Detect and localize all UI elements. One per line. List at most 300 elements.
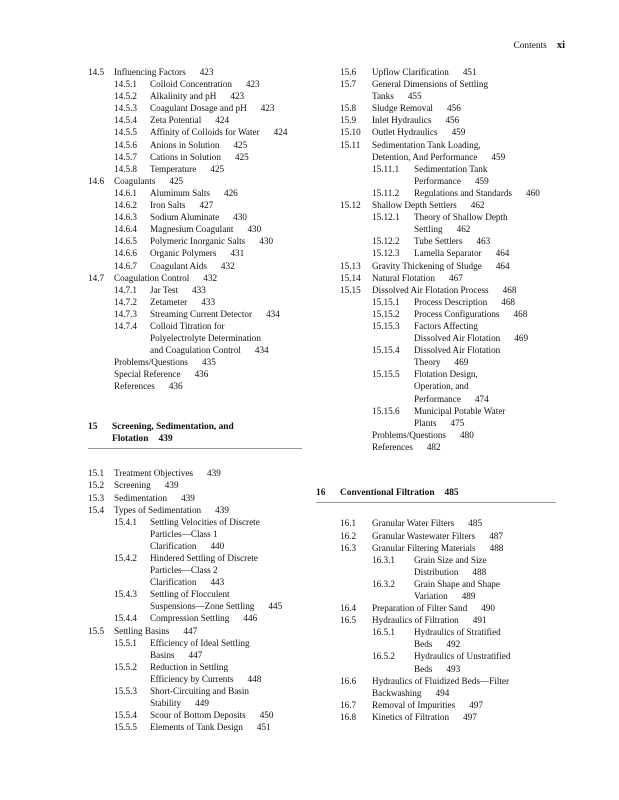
toc-entry-title-text: Backwashing xyxy=(372,687,422,698)
toc-entry-number: 15.12 xyxy=(340,200,361,211)
toc-entry[interactable] xyxy=(88,709,303,721)
toc-entry-page: 459 xyxy=(491,151,506,162)
toc-entry-page: 463 xyxy=(476,236,491,247)
toc-entry[interactable] xyxy=(88,516,303,552)
toc-entry-title-line xyxy=(340,590,555,602)
toc-entry-number: 14.6.6 xyxy=(114,248,137,259)
toc-entry-number: 15.1 xyxy=(88,468,105,479)
toc-entry-title-text: Jar Test xyxy=(150,284,179,295)
toc-entry-page: 474 xyxy=(474,393,489,404)
chapter-number: 15 xyxy=(88,421,98,432)
toc-entry-title-text: Affinity of Colloids for Water xyxy=(150,127,260,138)
toc-entry[interactable] xyxy=(88,721,303,733)
toc-entry-number: 14.5.4 xyxy=(114,115,137,126)
toc-entry[interactable] xyxy=(340,530,555,542)
toc-entry-page: 425 xyxy=(234,151,249,162)
toc-entry[interactable] xyxy=(340,163,555,187)
toc-entry-title-text: Scour of Bottom Deposits xyxy=(150,710,246,721)
toc-entry-page: 433 xyxy=(192,284,206,295)
toc-entry-title-text: Granular Water Filters xyxy=(372,518,455,529)
toc-entry-page: 425 xyxy=(233,139,248,150)
chapter-title-text: Conventional Filtration xyxy=(340,488,435,498)
toc-entry-page: 430 xyxy=(247,224,262,235)
toc-entry[interactable] xyxy=(88,235,303,247)
toc-entry-title-line xyxy=(340,566,555,578)
toc-entry-number: 15.8 xyxy=(340,103,357,114)
toc-entry-number: 14.5.8 xyxy=(114,163,137,174)
toc-entry-page: 439 xyxy=(181,492,195,503)
toc-entry-page: 440 xyxy=(210,540,225,551)
toc-entry-title-text: Elements of Tank Design xyxy=(150,722,243,733)
toc-entry[interactable] xyxy=(88,66,303,78)
toc-entry-number: 15.14 xyxy=(340,272,361,283)
toc-entry-title-text: Tube Settlers xyxy=(414,236,463,247)
toc-entry-number: 15.5.2 xyxy=(114,661,137,672)
toc-entry-number: 15.9 xyxy=(340,115,357,126)
toc-entry[interactable] xyxy=(88,492,303,504)
toc-entry-page: 485 xyxy=(468,518,483,529)
toc-entry-page: 459 xyxy=(474,175,489,186)
toc-entry-page: 425 xyxy=(169,175,184,186)
toc-entry-title-text: Shallow Depth Settlers xyxy=(372,200,457,211)
toc-entry[interactable] xyxy=(340,260,555,272)
toc-entry[interactable] xyxy=(88,223,303,235)
toc-entry[interactable] xyxy=(340,126,555,138)
toc-entry-number: 16.7 xyxy=(340,699,357,710)
toc-entry-number: 14.5.2 xyxy=(114,91,137,102)
toc-entry[interactable] xyxy=(340,675,555,699)
toc-entry[interactable] xyxy=(340,66,555,78)
toc-entry[interactable] xyxy=(88,320,303,356)
toc-entry[interactable] xyxy=(340,235,555,247)
toc-entry-title-text: Settling xyxy=(414,224,443,235)
toc-entry-page: 494 xyxy=(435,687,450,698)
toc-entry-title-line xyxy=(340,675,555,687)
toc-entry-title-text: Cations in Solution xyxy=(150,151,221,162)
toc-entry-title-line xyxy=(340,356,555,368)
toc-entry-title-line xyxy=(340,126,555,138)
toc-entry-title-text: Hydraulics of Stratified xyxy=(414,627,501,638)
toc-entry[interactable] xyxy=(340,320,555,344)
toc-entry-page: 488 xyxy=(472,566,487,577)
toc-entry[interactable] xyxy=(88,260,303,272)
toc-entry-title-line xyxy=(340,517,555,529)
toc-entry-number: 14.6.4 xyxy=(114,224,137,235)
toc-entry-title-text: Flotation Design, xyxy=(414,369,478,380)
toc-entry-title-text: Removal of Impurities xyxy=(372,699,456,710)
toc-entry-page: 468 xyxy=(513,308,528,319)
toc-entry-page: 423 xyxy=(199,67,214,77)
toc-entry[interactable] xyxy=(88,368,303,380)
toc-entry[interactable] xyxy=(88,151,303,163)
toc-entry-title-line xyxy=(340,114,555,126)
toc-entry-title-text: Stability xyxy=(150,698,182,709)
toc-entry[interactable] xyxy=(340,614,555,626)
toc-entry[interactable] xyxy=(340,626,555,650)
toc-list-chapter-16 xyxy=(340,517,555,723)
toc-entry-title-line xyxy=(340,223,555,235)
toc-entry-title-text: Kinetics of Filtration xyxy=(372,711,450,722)
toc-entry-page: 443 xyxy=(210,577,225,588)
toc-entry-page: 431 xyxy=(230,248,245,259)
toc-entry[interactable] xyxy=(88,588,303,612)
toc-entry-page: 468 xyxy=(502,284,517,295)
toc-entry-page: 447 xyxy=(188,649,203,660)
toc-entry-title-text: Granular Filtering Materials xyxy=(372,542,476,553)
toc-entry-title-line xyxy=(340,542,555,554)
toc-entry[interactable] xyxy=(88,114,303,126)
toc-entry-title-text: Inlet Hydraulics xyxy=(372,115,432,126)
toc-entry-page: 460 xyxy=(526,187,540,198)
toc-entry-page: 426 xyxy=(223,187,238,198)
toc-entry[interactable] xyxy=(340,139,555,163)
toc-entry-title-line xyxy=(340,199,555,211)
header-page-number: xi xyxy=(556,40,565,51)
toc-entry-number: 15.3 xyxy=(88,492,105,503)
toc-entry-number: 16.2 xyxy=(340,530,357,541)
toc-entry-title-text: Reduction in Settling xyxy=(150,661,229,672)
toc-entry-title-text: Screening xyxy=(114,480,151,491)
toc-entry[interactable] xyxy=(88,467,303,479)
toc-entry-title-line xyxy=(88,564,303,576)
chapter-heading-15[interactable] xyxy=(88,421,303,446)
toc-entry-number: 16.5.2 xyxy=(372,651,395,662)
toc-entry-page: 430 xyxy=(233,212,247,223)
toc-entry-title-text: and Coagulation Control xyxy=(150,345,241,356)
toc-entry[interactable] xyxy=(88,296,303,308)
toc-entry-page: 456 xyxy=(445,115,460,126)
toc-entry[interactable] xyxy=(340,308,555,320)
toc-entry-page: 423 xyxy=(245,79,260,90)
toc-entry[interactable] xyxy=(88,612,303,624)
toc-entry-title-text: Special Reference xyxy=(114,369,181,380)
toc-entry-title-text: Polymeric Inorganic Salts xyxy=(150,236,246,247)
toc-entry-title-text: Theory of Shallow Depth xyxy=(414,212,508,223)
toc-entry-number: 15.5.1 xyxy=(114,637,137,648)
toc-entry-title-line xyxy=(88,540,303,552)
chapter-title-line: Screening, Sedimentation, and xyxy=(112,421,234,432)
toc-entry-title-text: Streaming Current Detector xyxy=(150,308,253,319)
toc-entry[interactable] xyxy=(340,296,555,308)
toc-entry[interactable] xyxy=(88,126,303,138)
toc-entry[interactable] xyxy=(88,308,303,320)
toc-entry[interactable] xyxy=(88,187,303,199)
toc-entry[interactable] xyxy=(340,405,555,429)
toc-entry[interactable] xyxy=(88,163,303,175)
toc-entry-page: 425 xyxy=(210,163,225,174)
toc-entry-title-line xyxy=(88,649,303,661)
toc-entry-page: 434 xyxy=(266,308,280,319)
toc-entry-title-text: Upflow Clarification xyxy=(372,67,449,77)
toc-entry-number: 15.15.3 xyxy=(372,320,400,331)
toc-entry-title-line xyxy=(340,66,555,78)
toc-entry-page: 423 xyxy=(260,103,275,114)
toc-entry-number: 15.7 xyxy=(340,79,357,90)
toc-entry-page: 447 xyxy=(183,625,198,636)
toc-entry-number: 15.12.3 xyxy=(372,248,400,259)
toc-entry[interactable] xyxy=(88,90,303,102)
toc-entry[interactable] xyxy=(88,102,303,114)
toc-entry[interactable] xyxy=(88,175,303,187)
toc-entry-title-text: Colloid Titration for xyxy=(150,320,225,331)
toc-entry-title-line xyxy=(340,429,555,441)
toc-entry-title-text: Settling of Flocculent xyxy=(150,589,230,600)
toc-entry-title-text: Beds xyxy=(414,663,433,674)
toc-entry-title-text: Particles—Class 2 xyxy=(150,565,218,576)
toc-entry[interactable] xyxy=(88,199,303,211)
toc-entry-title-line xyxy=(340,332,555,344)
toc-entry-title-text: Colloid Concentration xyxy=(150,79,232,90)
toc-entry[interactable] xyxy=(340,542,555,554)
toc-entry-page: 439 xyxy=(215,504,229,515)
toc-entry-title-line xyxy=(88,467,303,479)
toc-entry-number: 14.6.7 xyxy=(114,260,137,271)
toc-entry-title-text: Sedimentation Tank Loading, xyxy=(372,139,481,150)
toc-entry-number: 15.12.2 xyxy=(372,236,400,247)
toc-entry[interactable] xyxy=(340,711,555,723)
toc-entry[interactable] xyxy=(88,78,303,90)
toc-entry[interactable] xyxy=(88,504,303,516)
toc-entry-number: 15.5 xyxy=(88,625,105,636)
toc-entry-title-line xyxy=(88,492,303,504)
toc-entry-title-text: Settling Velocities of Discrete xyxy=(150,516,260,527)
toc-entry-number: 15.11.2 xyxy=(372,187,400,198)
toc-entry[interactable] xyxy=(340,78,555,102)
toc-entry-page: 462 xyxy=(456,224,471,235)
toc-entry[interactable] xyxy=(88,552,303,588)
toc-entry[interactable] xyxy=(340,114,555,126)
toc-entry-title-text: Iron Salts xyxy=(150,200,186,211)
toc-entry[interactable] xyxy=(88,211,303,223)
toc-entry-page: 436 xyxy=(168,381,183,392)
toc-entry-page: 424 xyxy=(215,115,230,126)
toc-entry-page: 423 xyxy=(230,91,245,102)
toc-entry-title-line xyxy=(88,344,303,356)
toc-entry-title-text: Factors Affecting xyxy=(414,320,478,331)
toc-entry-page: 439 xyxy=(164,480,179,491)
toc-entry-title-line xyxy=(340,602,555,614)
toc-entry[interactable] xyxy=(340,650,555,674)
toc-entry[interactable] xyxy=(88,637,303,661)
chapter-number: 16 xyxy=(316,488,326,498)
toc-entry-page: 482 xyxy=(426,441,441,452)
toc-entry[interactable] xyxy=(340,578,555,602)
toc-entry-number: 14.7.3 xyxy=(114,308,137,319)
toc-entry-title-text: Beds xyxy=(414,639,433,650)
toc-entry-title-text: Coagulants xyxy=(114,175,156,186)
toc-entry-number: 15.4.3 xyxy=(114,589,137,600)
toc-entry-title-text: General Dimensions of Settling xyxy=(372,79,489,90)
toc-entry[interactable] xyxy=(340,187,555,199)
toc-entry-title-line xyxy=(88,504,303,516)
toc-entry-title-text: Influencing Factors xyxy=(114,67,186,77)
toc-entry-page: 446 xyxy=(243,613,258,624)
toc-entry-title-line xyxy=(340,175,555,187)
toc-entry-number: 16.5 xyxy=(340,615,357,626)
toc-entry-page: 489 xyxy=(461,590,476,601)
toc-entry-number: 15.6 xyxy=(340,67,357,77)
toc-entry-title-line xyxy=(88,600,303,612)
toc-entry-number: 14.5.1 xyxy=(114,79,137,90)
toc-entry-title-line xyxy=(340,417,555,429)
toc-entry[interactable] xyxy=(340,429,555,441)
toc-entry[interactable] xyxy=(340,344,555,368)
toc-list-chapter-15 xyxy=(88,467,303,733)
toc-entry-number: 14.6 xyxy=(88,175,105,186)
toc-entry-page: 451 xyxy=(462,67,477,77)
toc-entry-title-line xyxy=(88,66,303,78)
toc-entry-title-line xyxy=(88,479,303,491)
toc-entry-title-text: Plants xyxy=(414,417,437,428)
toc-entry[interactable] xyxy=(88,479,303,491)
toc-entry-title-text: Organic Polymers xyxy=(150,248,217,259)
toc-entry-page: 456 xyxy=(447,103,461,114)
toc-entry-title-text: Sludge Removal xyxy=(372,103,433,114)
toc-entry[interactable] xyxy=(88,661,303,685)
toc-entry-title-text: Operation, and xyxy=(414,381,469,392)
toc-entry-number: 14.6.5 xyxy=(114,236,137,247)
toc-entry-title-text: Particles—Class 1 xyxy=(150,528,218,539)
toc-entry-title-line xyxy=(340,393,555,405)
toc-entry[interactable] xyxy=(340,368,555,404)
toc-entry-title-text: Treatment Objectives xyxy=(114,468,194,479)
toc-entry-title-line xyxy=(340,102,555,114)
toc-entry[interactable] xyxy=(88,356,303,368)
toc-entry-number: 16.1 xyxy=(340,518,357,529)
toc-entry-title-line xyxy=(88,272,303,284)
toc-entry-title-text: Short-Circuiting and Basin xyxy=(150,686,250,697)
toc-entry[interactable] xyxy=(88,625,303,637)
toc-entry-title-text: References xyxy=(372,441,413,452)
toc-entry-title-line xyxy=(340,380,555,392)
toc-entry-title-text: Zeta Potential xyxy=(150,115,202,126)
toc-entry[interactable] xyxy=(88,685,303,709)
toc-entry-page: 439 xyxy=(207,468,221,479)
toc-entry-number: 14.6.2 xyxy=(114,200,137,211)
toc-entry-title-text: Sedimentation xyxy=(114,492,168,503)
toc-entry-page: 468 xyxy=(501,296,516,307)
toc-entry-title-text: Problems/Questions xyxy=(114,357,189,368)
toc-entry-title-text: Efficiency of Ideal Settling xyxy=(150,637,250,648)
toc-entry-title-text: Sedimentation Tank xyxy=(414,163,488,174)
toc-entry[interactable] xyxy=(340,699,555,711)
toc-list-chapter-15-tail xyxy=(340,66,555,453)
toc-entry-page: 492 xyxy=(446,639,461,650)
toc-entry-page: 448 xyxy=(247,673,262,684)
toc-entry[interactable] xyxy=(340,284,555,296)
toc-entry[interactable] xyxy=(340,247,555,259)
toc-entry-title-text: Suspensions—Zone Settling xyxy=(150,601,255,612)
toc-entry-title-line xyxy=(340,711,555,723)
toc-entry[interactable] xyxy=(88,247,303,259)
toc-entry-title-text: Natural Flotation xyxy=(372,272,436,283)
toc-entry-page: 488 xyxy=(489,542,504,553)
toc-entry-title-text: Performance xyxy=(414,393,461,404)
toc-entry-number: 16.8 xyxy=(340,711,357,722)
chapter-title-line xyxy=(316,487,555,499)
toc-entry-number: 15.11.1 xyxy=(372,163,400,174)
toc-entry-number: 15.5.5 xyxy=(114,722,137,733)
toc-entry[interactable] xyxy=(340,554,555,578)
toc-entry-number: 15.2 xyxy=(88,480,105,491)
toc-entry-title-line xyxy=(340,687,555,699)
toc-entry-title-text: Tanks xyxy=(372,91,394,102)
toc-entry-page: 464 xyxy=(495,248,510,259)
toc-entry[interactable] xyxy=(88,284,303,296)
toc-entry-title-text: Coagulant Dosage and pH xyxy=(150,103,247,114)
toc-entry-title-line xyxy=(88,625,303,637)
toc-entry-page: 497 xyxy=(463,711,477,722)
toc-entry-page: 451 xyxy=(256,722,271,733)
toc-entry-title-text: Types of Sedimentation xyxy=(114,504,202,515)
toc-entry[interactable] xyxy=(88,139,303,151)
toc-entry-title-text: Gravity Thickening of Sludge xyxy=(372,260,482,271)
toc-entry-title-text: Clarification xyxy=(150,577,197,588)
toc-entry[interactable] xyxy=(88,380,303,392)
toc-entry-title-text: Outlet Hydraulics xyxy=(372,127,438,138)
toc-entry-page: 445 xyxy=(268,601,283,612)
toc-entry-number: 15.15.6 xyxy=(372,405,400,416)
toc-entry-title-line xyxy=(340,260,555,272)
toc-entry[interactable] xyxy=(340,199,555,211)
toc-entry[interactable] xyxy=(340,102,555,114)
toc-entry-title-text: Dissolved Air Flotation Process xyxy=(372,284,489,295)
toc-entry-number: 14.5 xyxy=(88,67,105,77)
toc-entry-title-text: Detention, And Performance xyxy=(372,151,478,162)
toc-entry-number: 15.15.2 xyxy=(372,308,400,319)
toc-entry-page: 430 xyxy=(259,236,274,247)
toc-entry[interactable] xyxy=(340,517,555,529)
toc-entry-title-text: Lamella Separator xyxy=(414,248,482,259)
toc-entry-title-text: Municipal Potable Water xyxy=(414,405,506,416)
running-header xyxy=(513,40,565,51)
toc-entry-title-text: Dissolved Air Flotation xyxy=(414,333,501,344)
toc-entry-page: 432 xyxy=(203,272,218,283)
toc-entry-title-line xyxy=(88,528,303,540)
toc-entry-title-line xyxy=(88,332,303,344)
toc-entry-number: 15.4.4 xyxy=(114,613,137,624)
toc-entry-number: 15.5.3 xyxy=(114,686,137,697)
toc-entry-title-line xyxy=(88,356,303,368)
toc-entry-page: 469 xyxy=(514,333,529,344)
toc-entry-number: 16.3.1 xyxy=(372,554,395,565)
toc-entry-number: 16.4 xyxy=(340,603,357,614)
toc-entry[interactable] xyxy=(88,272,303,284)
toc-entry-title-line xyxy=(88,576,303,588)
toc-entry-title-text: Polyelectrolyte Determination xyxy=(150,333,261,344)
toc-entry-title-line xyxy=(88,697,303,709)
toc-entry-number: 15.11 xyxy=(340,139,361,150)
toc-entry-title-text: Temperature xyxy=(150,163,197,174)
toc-entry[interactable] xyxy=(340,272,555,284)
toc-entry-number: 15.10 xyxy=(340,127,361,138)
toc-entry-number: 15.15.4 xyxy=(372,345,400,356)
toc-entry[interactable] xyxy=(340,211,555,235)
toc-entry-title-text: Basins xyxy=(150,649,175,660)
toc-entry-page: 467 xyxy=(449,272,463,283)
toc-entry-page: 424 xyxy=(273,127,288,138)
chapter-heading-16[interactable] xyxy=(316,487,555,499)
toc-entry-title-line xyxy=(340,139,555,151)
chapter-title-text: Flotation xyxy=(112,433,149,444)
toc-entry-title-line xyxy=(340,530,555,542)
toc-entry-number: 15.12.1 xyxy=(372,212,400,223)
toc-entry-title-text: Hydraulics of Fluidized Beds—Filter xyxy=(372,675,510,686)
toc-entry-number: 16.3.2 xyxy=(372,578,395,589)
toc-entry[interactable] xyxy=(340,602,555,614)
toc-entry[interactable] xyxy=(340,441,555,453)
toc-entry-title-line xyxy=(340,614,555,626)
